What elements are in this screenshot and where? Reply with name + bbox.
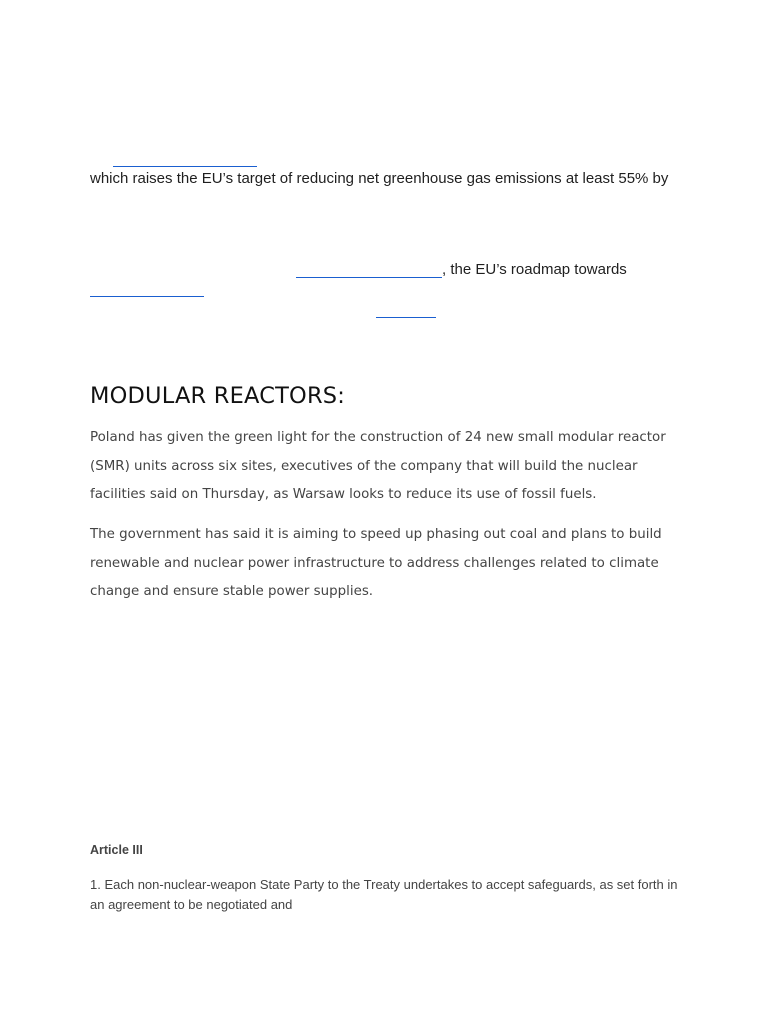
text-line-emissions-target: which raises the EU’s target of reducing net greenhouse gas emissions at least 55% by — [90, 170, 669, 187]
paragraph-coal-phaseout: The government has said it is aiming to speed up phasing out coal and plans to build renewable and nuclear power infrastructure to address challenges related to climate change and ensure stable power supplies. — [90, 527, 662, 599]
hyperlink-1[interactable] — [113, 166, 257, 167]
article-paragraph: 1. Each non-nuclear-weapon State Party to the Treaty undertakes to accept safeguards, as set forth in an agreement to be negotiated and — [90, 877, 678, 912]
hyperlink-2[interactable] — [296, 277, 442, 278]
paragraph-smr-approval: Poland has given the green light for the construction of 24 new small modular reactor (SMR) units across six sites, executives of the company that will build the nuclear facilities said on Thursday, as Warsaw looks to reduce its use of fossil fuels. — [90, 430, 666, 502]
hyperlink-4[interactable] — [376, 317, 436, 318]
text-line-roadmap: , the EU’s roadmap towards — [442, 261, 627, 278]
article-title: Article III — [90, 843, 143, 857]
section-heading: MODULAR REACTORS: — [90, 383, 346, 409]
hyperlink-3[interactable] — [90, 296, 204, 297]
